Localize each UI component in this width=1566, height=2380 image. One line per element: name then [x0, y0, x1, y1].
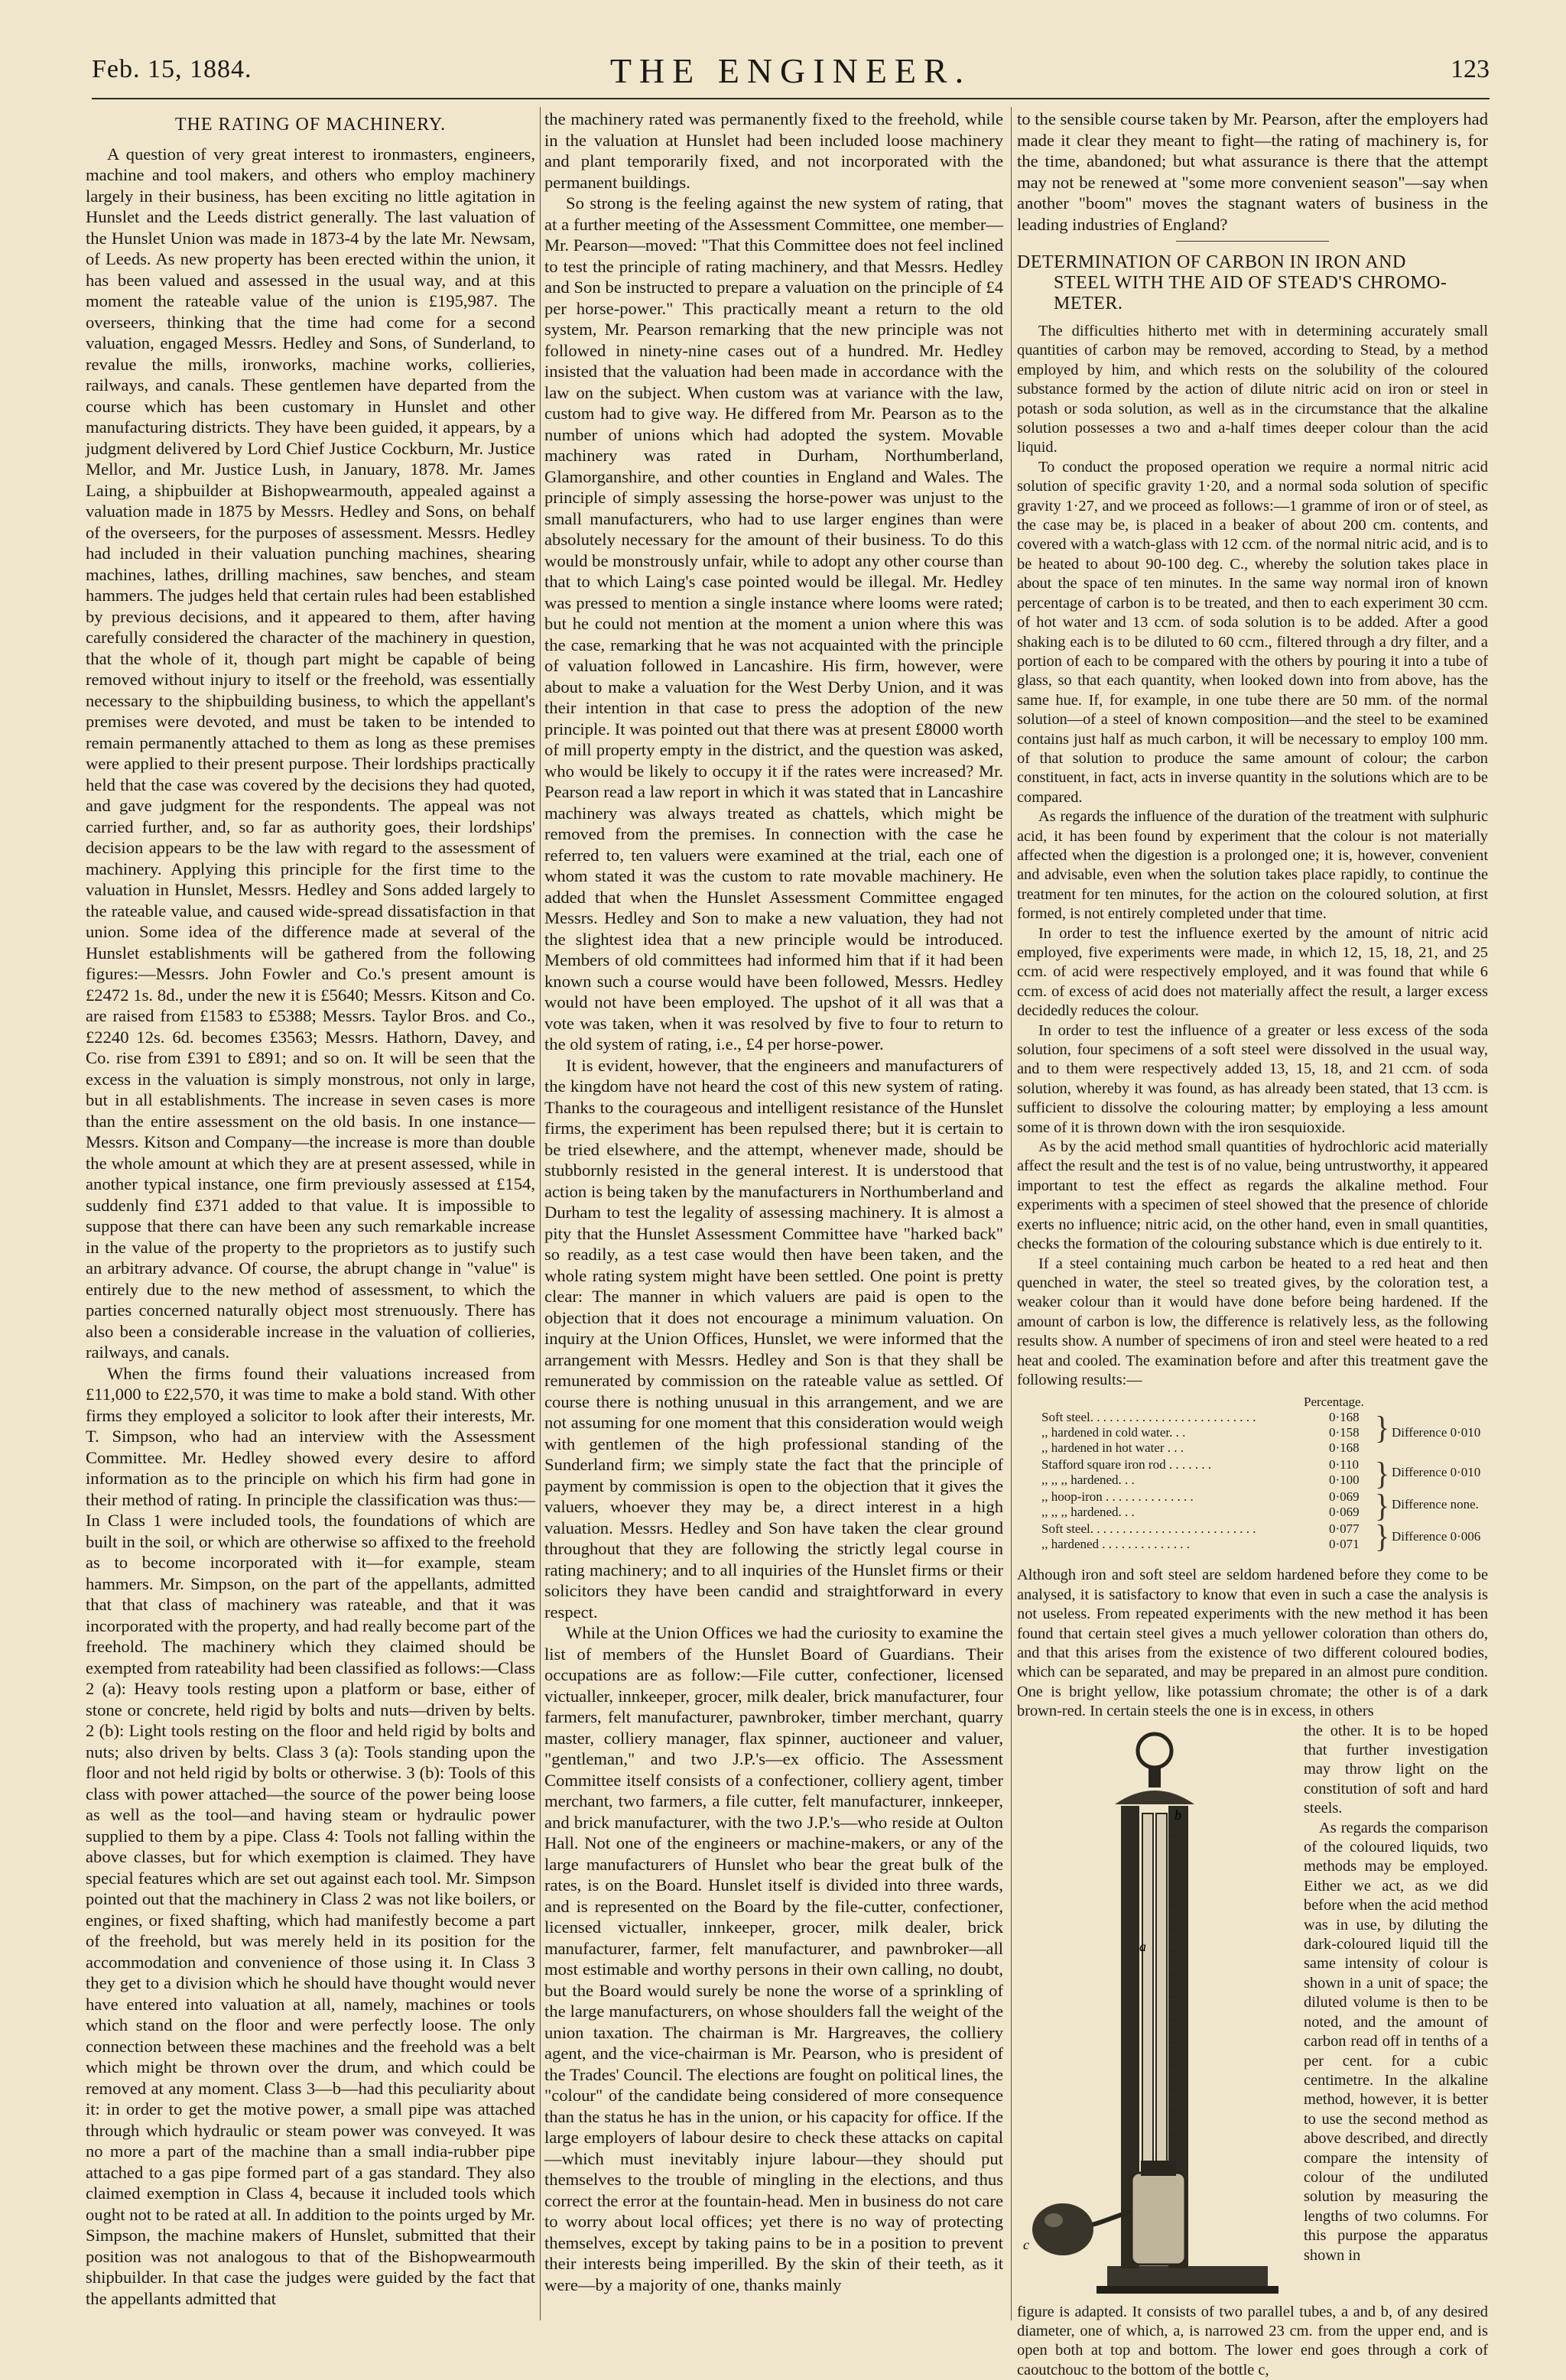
row-value: 0·100: [1329, 1472, 1360, 1488]
article-paragraph: As regards the comparison of the coloured liquids, two methods may be employed. Either we act, as we did before when the acid method was in use, by diluting the dark-coloured liquid till the same intensity of colour is shown in a unit of space; the diluted volume is then to be noted, and the amount of carbon read off in tenths of a per cent. for a cubic centimetre. In the alkaline method, however, it is better to use the second method as above described, and directly compare the intensity of colour of the undiluted solution by measuring the lengths of two columns. For this purpose the apparatus shown in: [1304, 1819, 1488, 2264]
header-rule: [92, 98, 1490, 99]
results-row: [1041, 1457, 1211, 1472]
row-label: ,, hardened in cold water. . .: [1041, 1425, 1186, 1440]
column-3: [1017, 109, 1488, 2378]
row-value: 0·110: [1329, 1457, 1360, 1472]
results-row: [1041, 1521, 1256, 1537]
title-line: STEEL WITH THE AID OF STEAD'S CHROMO-: [1054, 273, 1447, 293]
results-row: [1041, 1425, 1185, 1440]
article-paragraph: In order to test the influence exerted by the amount of nitric acid employed, five experiments were made, in which 12, 15, 18, 21, and 25 ccm. of acid were respectively employed, and it was found that while 6 ccm. of excess of acid does not materially affect the result, a larger excess decidedly reduces the colour.: [1017, 924, 1488, 1020]
eyepiece-stem: [1149, 1766, 1161, 1787]
bottle-c: [1132, 2173, 1185, 2265]
article-paragraph: to the sensible course taken by Mr. Pearson, after the employers had made it clear they meant to fight—the rating of machinery is, for the time, abandoned; but what assurance is there that the attempt may not be renewed at "some more convenient season"—say when another "boom" moves the stagnant waters of business in the leading industries of England?: [1017, 109, 1488, 234]
row-value: 0·168: [1329, 1410, 1360, 1425]
column-rule: [540, 107, 541, 2320]
article-paragraph: As by the acid method small quantities of hydrochloric acid materially affect the result and the test is of no value, being untrustworthy, it appeared important to test the effect as regards the alkaline method. Four experiments with a specimen of steel showed that the presence of chloride exerts no influence; nitric acid, on the other hand, even in small quantities, checks the formation of the colouring substance which is due entirely to it.: [1017, 1138, 1488, 1253]
results-row: [1041, 1440, 1184, 1456]
eyepiece-ring: [1138, 1734, 1171, 1768]
row-label: ,, hoop-iron . . . . . . . . . . . . . .: [1041, 1489, 1194, 1505]
difference-label: Difference none.: [1392, 1497, 1479, 1512]
difference-label: Difference 0·010: [1392, 1465, 1481, 1480]
bulb-highlight: [1045, 2213, 1063, 2227]
tube-b: [1156, 1813, 1167, 2173]
column-2: [544, 109, 1003, 2326]
article-title: [1017, 252, 1488, 314]
row-label: ,, hardened in hot water . . .: [1041, 1440, 1184, 1456]
rubber-bulb: [1032, 2203, 1093, 2255]
running-head: [92, 51, 1490, 101]
column-1: [86, 109, 535, 2326]
title-line: METER.: [1054, 294, 1123, 313]
row-value: 0·069: [1329, 1489, 1360, 1505]
article-paragraph: So strong is the feeling against the new system of rating, that at a further meeting of the Assessment Committee, one member—Mr. Pearson—moved: "That this Committee does not feel inclined to test the principle of rating machinery, and that Messrs. Hedley and Son be instructed to prepare a valuation on the principle of £4 per horse-power." This practically meant a return to the old system, Mr. Pearson remarking that the new principle was not followed in ninety-nine cases out of a hundred. Mr. Hedley insisted that the valuation had been made in accordance with the law on the subject. When custom was at variance with the law, custom had to give way. He differed from Mr. Pearson as to the number of unions which had adopted the system. Movable machinery was rated in Durham, Northumberland, Glamorganshire, and other counties in England and Wales. The principle of simply assessing the horse-power was unjust to the small manufacturers, who had to use larger engines than were absolutely necessary for the amount of their business. To do this would be monstrously unfair, while to adopt any other course than that to which Laing's case pointed would be illegal. Mr. Hedley was pressed to mention a single instance where looms were rated; but he could not mention at the moment a union where this was the case, remarking that he was not acquainted with the principle of valuation followed in Lancashire. His firm, however, were about to make a valuation for the West Derby Union, and it was their intention in that case to press the adoption of the new principle. It was pointed out that there was at present £8000 worth of mill property empty in the district, and the question was asked, who would be likely to occupy it if the rates were increased? Mr. Pearson read a law report in which it was stated that in Lancashire machinery was always treated as chattels, which might be removed from the premises. In connection with the case he referred to, ten valuers were examined at the trial, each one of whom stated it was the custom to rate movable machinery. He added that when the Hunslet Assessment Committee engaged Messrs. Hedley and Son to make a new valuation, they had not the slightest idea that a new principle would be introduced. Members of old committees had informed him that if it had been known such a course would have been followed, Messrs. Hedley would not have been employed. The upshot of it all was that a vote was taken, when it was resolved by five to four to return to the old system of rating, i.e., £4 per horse-power.: [544, 193, 1003, 1054]
results-row: [1041, 1472, 1135, 1488]
row-label: Stafford square iron rod . . . . . . .: [1041, 1457, 1212, 1472]
brace-icon: }: [1375, 1456, 1390, 1492]
brace-icon: }: [1375, 1410, 1390, 1447]
article-paragraph: Although iron and soft steel are seldom hardened before they come to be analysed, it is satisfactory to know that even in such a case the analysis is not useless. From repeated experiments with the new method it has been found that certain steel gives a much yellower coloration than others do, and that this arises from the existence of two different coloured bodies, which can be separated, and may be prepared in an almost pure condition. One is bright yellow, like potassium chromate; the other is of a dark brown-red. In certain steels the one is in excess, in others: [1017, 1567, 1488, 1720]
row-value: 0·168: [1329, 1440, 1360, 1456]
page-number: 123: [1451, 55, 1490, 83]
bottle-cork: [1141, 2161, 1176, 2176]
figure-block: [1017, 1722, 1488, 2303]
row-value: 0·069: [1329, 1505, 1360, 1520]
row-label: ,, ,, ,, hardened. . .: [1041, 1505, 1135, 1520]
label-c: c: [1023, 2236, 1029, 2252]
article-paragraph: While at the Union Offices we had the curiosity to examine the list of members of the Hunslet Board of Guardians. Their occupations are as follow:—File cutter, confectioner, licensed victualler, innkeeper, grocer, milk dealer, brick manufacturer, four farmers, felt manufacturer, pawnbroker, timber merchant, quarry master, colliery manager, flax spinner, auctioneer and valuer, "gentleman," and two J.P.'s—ex officio. The Assessment Committee itself consists of a confectioner, colliery agent, timber merchant, two farmers, a file cutter, felt manufacturer, innkeeper, and brick manufacturer, with the two J.P.'s—who reside at Oulton Hall. Not one of the engineers or machine-makers, or any of the large manufacturers of Hunslet who bear the great bulk of the rates, is on the Board. Hunslet itself is divided into three wards, and is represented on the Board by the file-cutter, confectioner, licensed victualler, innkeeper, grocer, milk dealer, brick manufacturer, farmer, felt manufacturer, and pawnbroker—all most estimable and worthy persons in their own calling, no doubt, but the Board would surely be none the worse of a sprinkling of the large manufacturers, on whose shoulders fall the weight of the union taxation. The chairman is Mr. Hargreaves, the colliery agent, and the vice-chairman is Mr. Pearson, who is president of the Trades' Council. The elections are fought on political lines, the "colour" of the candidate being considered of more consequence than the status he has in the union, or his capacity for office. If the large employers of labour desire to check these attacks on capital—which must inevitably injure labour—they should put themselves to the trouble of mingling in the elections, and thus correct the error at the fountain-head. Men in business do not care to worry about local offices; yet there is no way of protecting themselves, except by taking pains to be in a position to prevent their interests being imperilled. By the skin of their teeth, as it were—by a majority of one, thanks mainly: [544, 1623, 1003, 2294]
results-table: [1017, 1395, 1488, 1561]
results-row: [1041, 1489, 1194, 1505]
row-value: 0·158: [1329, 1425, 1360, 1440]
title-line: DETERMINATION OF CARBON IN IRON AND: [1017, 252, 1406, 272]
article-paragraph: If a steel containing much carbon be heated to a red heat and then quenched in water, the steel so treated gives, by the coloration test, a weaker colour than it would have done before being hardened. If the amount of carbon is low, the difference is relatively less, as the following results show. A number of specimens of iron and steel were heated to a red heat and cooled. The examination before and after this treatment gave the following results:—: [1017, 1255, 1488, 1388]
column-rule: [1011, 107, 1012, 2320]
brace-icon: }: [1375, 1518, 1390, 1555]
article-paragraph: the other. It is to be hoped that further investigation may throw light on the constitution of soft and hard steels.: [1304, 1722, 1488, 1817]
article-paragraph: To conduct the proposed operation we require a normal nitric acid solution of specific gravity 1·20, and a normal soda solution of specific gravity 1·27, and we proceed as follows:—1 gramme of iron or of steel, as the case may be, is placed in a beaker of about 200 cm. contents, and covered with a watch-glass with 12 ccm. of the normal nitric acid, and is to be heated to about 90-100 deg. C., whereby the solution takes place in about the space of ten minutes. In the same way normal iron of known percentage of carbon is to be treated, and then to each experiment 30 ccm. of hot water and 13 ccm. of soda solution is to be added. After a good shaking each is to be diluted to 60 ccm., filtered through a dry filter, and a portion of each to be compared with the others by pouring it into a tube of glass, so that each quantity, when looked down into from above, has the same hue. If, for example, in one tube there are 50 mm. of the normal solution—of a steel of known composition—and the steel to be examined contains just half as much carbon, it will be necessary to employ 100 mm. of that solution to produce the same amount of colour; the carbon constituent, in fact, acts in inverse quantity in the solutions which are to be compared.: [1017, 458, 1488, 806]
figure-side-text: [1304, 1722, 1488, 2265]
article-title: THE RATING OF MACHINERY.: [174, 115, 447, 135]
chromometer-illustration: [1017, 1722, 1296, 2303]
stand-top: [1115, 1791, 1194, 1804]
article-paragraph: figure is adapted. It consists of two parallel tubes, a and b, of any desired diameter, one of which, a, is narrowed 23 cm. from the upper end, and is open both at top and bottom. The lower end goes through a cork of caoutchouc to the bottom of the bottle c,: [1017, 2303, 1488, 2378]
label-b: b: [1174, 1807, 1181, 1823]
row-label: ,, hardened . . . . . . . . . . . . . .: [1041, 1537, 1191, 1552]
masthead-title: THE ENGINEER.: [609, 51, 972, 90]
row-label: ,, ,, ,, hardened. . .: [1041, 1472, 1135, 1488]
difference-label: Difference 0·006: [1392, 1529, 1481, 1544]
row-value: 0·077: [1329, 1521, 1360, 1537]
difference-label: Difference 0·010: [1392, 1425, 1481, 1440]
results-row: [1041, 1537, 1190, 1552]
apparatus-base: [1107, 2266, 1268, 2289]
article-paragraph: In order to test the influence of a greater or less excess of the soda solution, four specimens of a soft steel were dissolved in the usual way, and to them were respectively added 13, 15, 18, and 21 ccm. of soda solution, whereby it was found, as has already been stated, that 13 ccm. is sufficient to dissolve the colouring matter; by employing a less amount some of it is thrown down with the iron sesquioxide.: [1017, 1021, 1488, 1136]
apparatus-foot: [1097, 2286, 1278, 2294]
results-row: [1041, 1410, 1256, 1425]
article-paragraph: A question of very great interest to ironmasters, engineers, machine and tool makers, and others who employ machinery largely in their business, has been exciting no little agitation in Hunslet and the Leeds district generally. The last valuation of the Hunslet Union was made in 1873-4 by the late Mr. Newsam, of Leeds. As new property has been erected within the union, it has been valued and assessed in the usual way, and at this moment the rateable value of the union is £195,987. The overseers, thinking that the time had come for a second valuation, engaged Messrs. Hedley and Sons, of Sunderland, to revalue the mills, ironworks, machine works, collieries, railways, and canals. These gentlemen have departed from the course which has been customary in Hunslet and other manufacturing districts. They have been guided, it appears, by a judgment delivered by Lord Chief Justice Cockburn, Mr. Justice Mellor, and Mr. Justice Lush, in January, 1878. Mr. James Laing, a shipbuilder at Bishopwearmouth, appealed against a valuation made in 1875 by Messrs. Hedley and Sons, on behalf of the overseers, for the purposes of assessment. Messrs. Hedley had included in their valuation punching machines, shearing machines, lathes, drilling machines, saw benches, and steam hammers. The judges held that certain rules had been established by previous decisions, and it appeared to them, after having carefully considered the character of the machinery in question, that the whole of it, though part might be capable of being removed without injury to itself or the freehold, was essentially necessary to the shipbuilding business, to which the appellant's premises were devoted, and must be taken to be intended to remain permanently attached to them as long as these premises were applied to their present purpose. Their lordships practically held that the case was covered by the decisions they had quoted, and gave judgment for the respondents. The appeal was not carried further, and, so far as authority goes, their lordships' decision appears to be the law with regard to the assessment of machinery. Applying this principle for the first time to the valuation in Hunslet, Messrs. Hedley and Sons added largely to the rateable value, and caused wide-spread dissatisfaction in that union. Some idea of the difference made at several of the Hunslet establishments will be gathered from the following figures:—Messrs. John Fowler and Co.'s present amount is £2472 1s. 8d., under the new it is £5640; Messrs. Kitson and Co. are raised from £1583 to £5388; Messrs. Taylor Bros. and Co., £2240 12s. 6d. becomes £3563; Messrs. Hathorn, Davey, and Co. rise from £391 to £891; and so on. It will be seen that the excess in the valuation is simply monstrous, not only in large, but in all establishments. The increase in seven cases is more than the entire assessment on the old basis. In one instance—Messrs. Kitson and Company—the increase is more than double the whole amount at which they are at present assessed, while in another typical instance, one firm previously assessed at £154, suddenly find £371 added to that value. It is impossible to suppose that there can have been any such remarkable increase in the value of the property to the proprietors as to justify such an arbitrary advance. Of course, the abrupt change in "value" is entirely due to the new method of assessment, to which the parties concerned naturally object most strenuously. There has also been a considerable increase in the valuation of collieries, railways, and canals.: [86, 144, 535, 1362]
issue-date: Feb. 15, 1884.: [92, 55, 252, 83]
row-label: Soft steel. . . . . . . . . . . . . . . . . . . . . . . . . .: [1041, 1521, 1256, 1537]
article-paragraph: When the firms found their valuations increased from £11,000 to £22,570, it was time to make a bold stand. With other firms they employed a solicitor to look after their interests, Mr. T. Simpson, who had an interview with the Assessment Committee. Mr. Hedley showed every desire to afford information as to the principle on which his firm had gone in their method of rating. In principle the classification was thus:—In Class 1 were included tools, the foundations of which are built in the soil, or which are otherwise so affixed to the freehold as to become incorporated with it—for example, steam hammers. Mr. Simpson, on the part of the appellants, admitted that that class of machinery was rateable, and that it was incorporated with the property, and had really become part of the freehold. The machinery which they claimed should be exempted from rateability had been classified as follows:—Class 2 (a): Heavy tools resting upon a platform or base, either of stone or concrete, held rigid by bolts and nuts—driven by belts. 2 (b): Light tools resting on the floor and held rigid by bolts and nuts; also driven by belts. Class 3 (a): Tools standing upon the floor and not held rigid by bolts or otherwise. 3 (b): Tools of this class with power attached—the source of the power being loose as well as the tool—and having steam or hydraulic power supplied to them by a pipe. Class 4: Tools not falling within the above classes, but for which exemption is claimed. They have special features which are set out against each tool. Mr. Simpson pointed out that the machinery in Class 2 was not like boilers, or engines, or fixed shafting, which had manifestly become a part of the freehold, but was merely held in its position for the accommodation and convenience of those using it. In Class 3 they get to a division which he should have thought would never have entered into valuation at all, namely, machines or tools which stand on the floor and were perfectly loose. The only connection between these machines and the freehold was a belt which might be thrown over the drum, and which could be removed at any moment. Class 3—b—had this peculiarity about it: in order to get the motive power, a small pipe was attached through which hydraulic or steam power was conveyed. It was no more a part of the machine than a small india-rubber pipe attached to a gas pipe formed part of a gas standard. They also claimed exemption in Class 4, because it included tools which ought not to be rated at all. In addition to the points urged by Mr. Simpson, the machine makers of Hunslet, submitted that their position was not analogous to that of the Bishopwearmouth shipbuilder. In that case the judges were guided by the fact that the appellants admitted that: [86, 1363, 535, 2308]
row-value: 0·071: [1329, 1537, 1360, 1552]
label-a: a: [1139, 1938, 1146, 1954]
article-paragraph: As regards the influence of the duration of the treatment with sulphuric acid, it has been found by experiment that the colour is not materially affected when the digestion is a prolonged one; it is, however, convenient and advisable, even when the solution takes place rapidly, to continue the treatment for ten minutes, for the action on the coloured solution, at first formed, is not entirely completed under that time.: [1017, 808, 1488, 923]
article-paragraph: The difficulties hitherto met with in determining accurately small quantities of carbon may be removed, according to Stead, by a method employed by him, and which rests on the solubility of the coloured substance formed by the action of dilute nitric acid on iron or steel in potash or soda solution, as well as in the circumstance that the alkaline solution possesses a two and a-half times deeper colour than the acid liquid.: [1017, 323, 1488, 456]
row-label: Soft steel. . . . . . . . . . . . . . . . . . . . . . . . . .: [1041, 1410, 1256, 1425]
article-paragraph: the machinery rated was permanently fixed to the freehold, while in the valuation at Hunslet had been included loose machinery and plant temporarily fixed, and not incorporated with the permanent buildings.: [544, 109, 1003, 192]
article-paragraph: It is evident, however, that the engineers and manufacturers of the kingdom have not heard the cost of this new system of rating. Thanks to the courageous and intelligent resistance of the Hunslet firms, the experiment has been repulsed there; but it is certain to be tried elsewhere, and the attempt, whenever made, should be stubbornly resisted in the general interest. It is understood that action is being taken by the manufacturers in Northumberland and Durham to test the legality of assessing machinery. It is almost a pity that the Hunslet Assessment Committee have "harked back" so readily, as a test case would then have been taken, and the whole rating system might have been settled. One point is pretty clear: The manner in which valuers are paid is open to the objection that it does not encourage a minimum valuation. On inquiry at the Union Offices, Hunslet, we were informed that the arrangement with Messrs. Hedley and Son is that they shall be remunerated by commission on the rateable value as settled. Of course there is nothing unusual in this arrangement, and we are not assuming for one moment that this consideration would weigh with gentlemen of the high professional standing of the Sunderland firm; we simply state the fact that the principle of payment by commission is open to the objection that it gives the valuers, whoever they may be, a direct interest in a high valuation. Messrs. Hedley and Son have taken the clear ground throughout that they are following the strictly legal course in rating machinery; and to all inquiries of the Hunslet firms or their solicitors they have been candid and straightforward in every respect.: [544, 1055, 1003, 1622]
results-row: [1041, 1505, 1135, 1520]
brace-icon: }: [1375, 1488, 1390, 1524]
article-separator: [1176, 241, 1329, 242]
results-header: Percentage.: [1304, 1395, 1364, 1410]
